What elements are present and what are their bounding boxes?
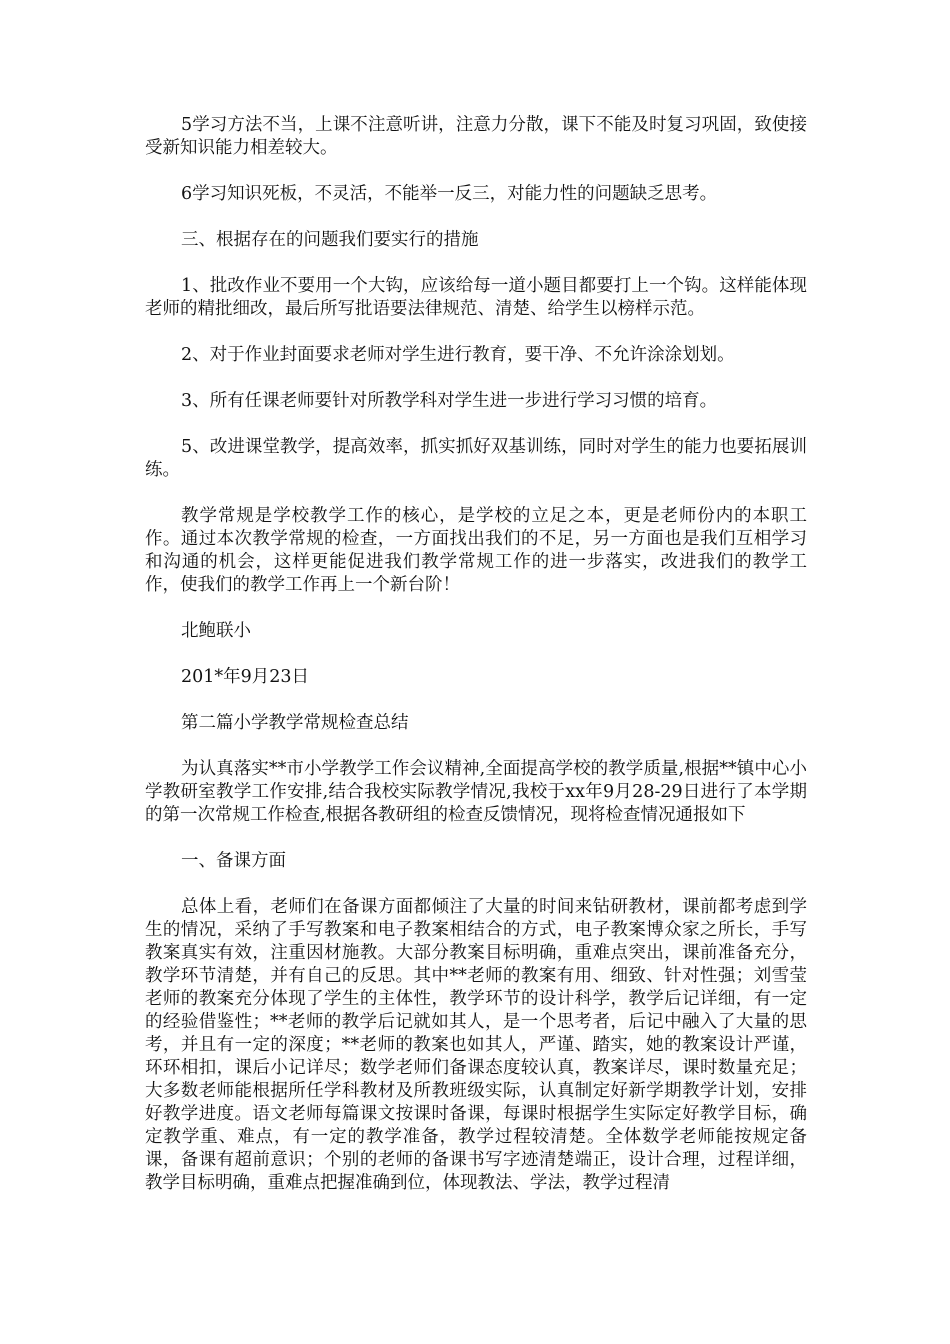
signature-school: 北鲍联小 [181,621,251,641]
paragraph-intro: 为认真落实**市小学教学工作会议精神,全面提高学校的教学质量,根据**镇中心小学教研室教学工作安排,结合我校实际教学情况,我校于xx年9月28-29日进行了本学期的第一次常规工作检查,根据各教研组的检查反馈情况，现将检查情况通报如下 [145,759,807,825]
paragraph-measure-5: 5、改进课堂教学，提高效率，抓实抓好双基训练，同时对学生的能力也要拓展训练。 [145,437,807,480]
paragraph-measure-3: 3、所有任课老师要针对所教学科对学生进一步进行学习习惯的培育。 [181,391,718,411]
paragraph-conclusion: 教学常规是学校教学工作的核心，是学校的立足之本，更是老师份内的本职工作。通过本次教学常规的检查，一方面找出我们的不足，另一方面也是我们互相学习和沟通的机会，这样更能促进我们教学常规工作的进一步落实，改进我们的教学工作，使我们的教学工作再上一个新台阶！ [145,506,807,595]
second-article-title: 第二篇小学教学常规检查总结 [181,713,409,733]
document-page [145,114,807,1195]
paragraph-measure-2: 2、对于作业封面要求老师对学生进行教育，要干净、不允许涂涂划划。 [181,345,735,365]
paragraph-study-method: 5学习方法不当，上课不注意听讲，注意力分散，课下不能及时复习巩固，致使接受新知识能力相差较大。 [145,115,807,158]
paragraph-measure-1: 1、批改作业不要用一个大钩，应该给每一道小题目都要打上一个钩。这样能体现老师的精批细改，最后所写批语要法律规范、清楚、给学生以榜样示范。 [145,276,807,319]
paragraph-lesson-prep-summary: 总体上看，老师们在备课方面都倾注了大量的时间来钻研教材，课前都考虑到学生的情况，采纳了手写教案和电子教案相结合的方式，电子教案博众家之所长，手写教案真实有效，注重因材施教。大部分教案目标明确，重难点突出，课前准备充分，教学环节清楚，并有自己的反思。其中**老师的教案有用、细致、针对性强；刘雪莹老师的教案充分体现了学生的主体性，教学环节的设计科学，教学后记详细，有一定的经验借鉴性；**老师的教学后记就如其人，是一个思考者，后记中融入了大量的思考，并且有一定的深度；**老师的教案也如其人，严谨、踏实，她的教案设计严谨，环环相扣，课后小记详尽；数学老师们备课态度较认真，教案详尽，课时数量充足；大多数老师能根据所任学科教材及所教班级实际，认真制定好新学期教学计划，安排好教学进度。语文老师每篇课文按课时备课，每课时根据学生实际定好教学目标，确定教学重、难点，有一定的教学准备，教学过程较清楚。全体数学老师能按规定备课，备课有超前意识；个别的老师的备课书写字迹清楚端正，设计合理，过程详细，教学目标明确，重难点把握准确到位，体现教法、学法，教学过程清 [145,897,807,1193]
signature-date: 201*年9月23日 [181,667,310,687]
section-heading-measures: 三、根据存在的问题我们要实行的措施 [181,230,479,250]
paragraph-rigid-knowledge: 6学习知识死板，不灵活，不能举一反三，对能力性的问题缺乏思考。 [181,184,718,204]
section-heading-lesson-prep: 一、备课方面 [181,851,286,871]
